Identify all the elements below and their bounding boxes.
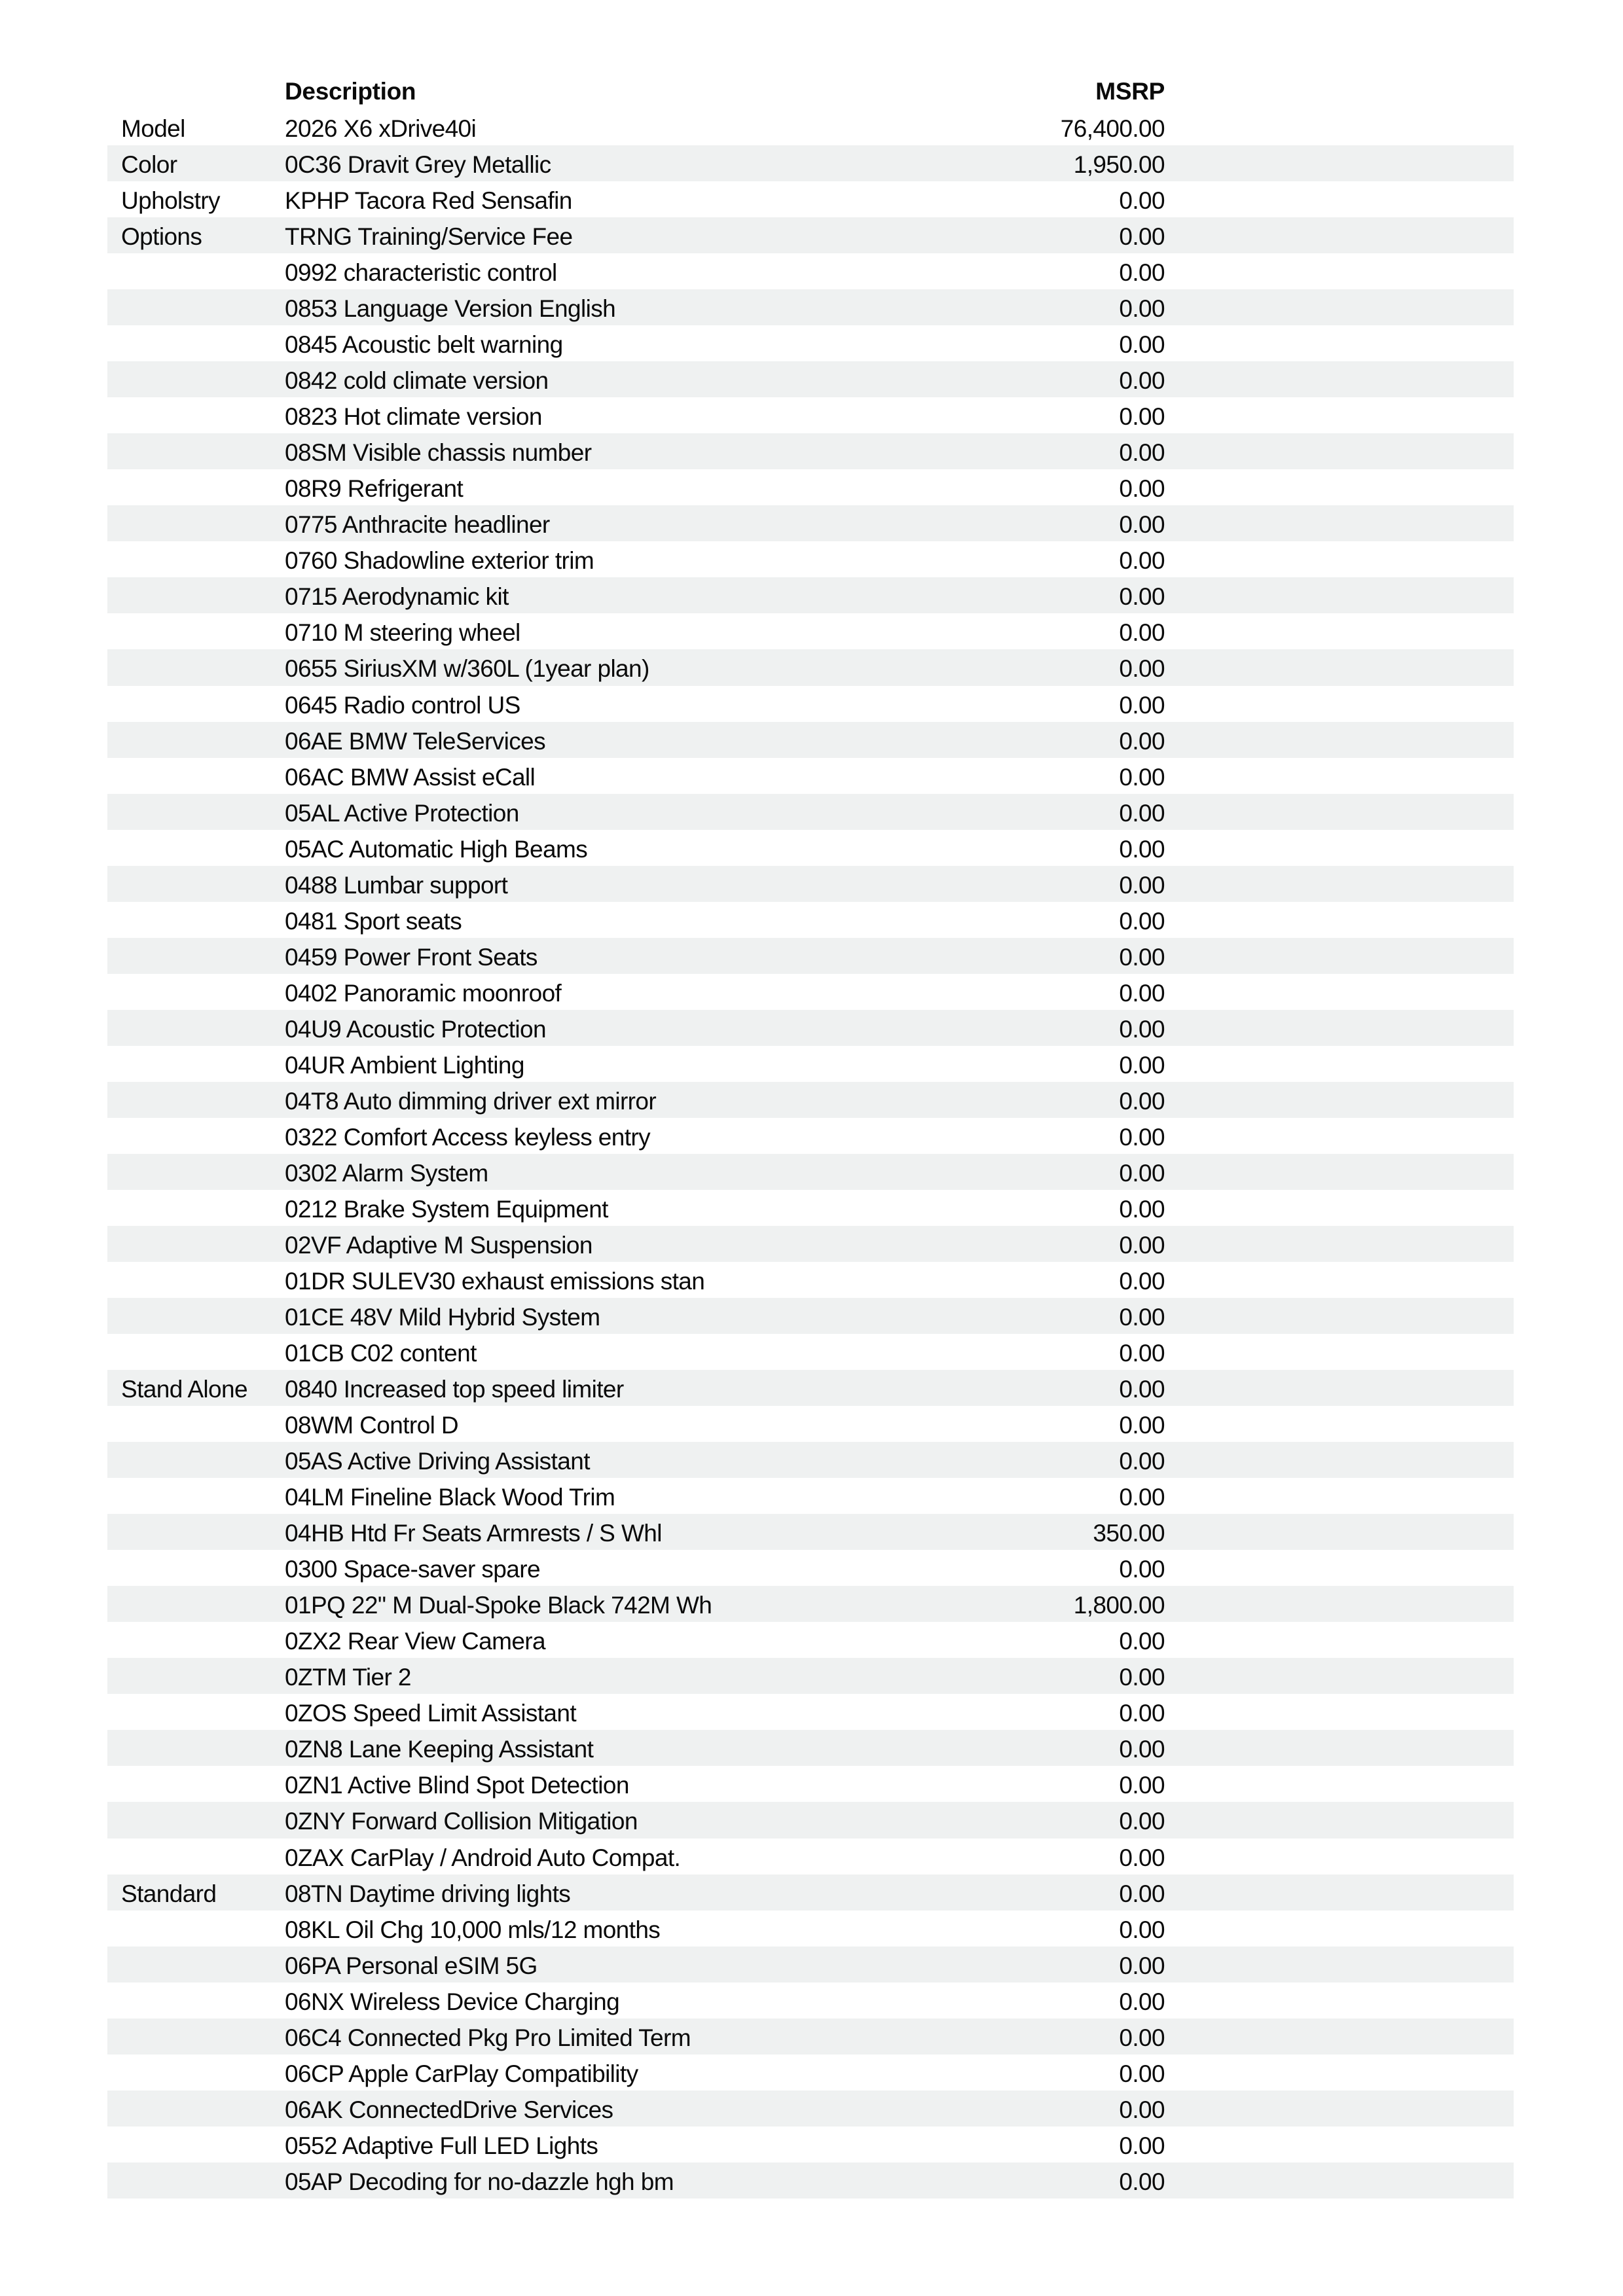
table-row xyxy=(107,1839,1514,1874)
row-description: 0ZNY Forward Collision Mitigation xyxy=(285,1808,638,1835)
row-description: 0552 Adaptive Full LED Lights xyxy=(285,2132,598,2159)
table-row xyxy=(107,649,1514,685)
row-msrp: 0.00 xyxy=(1119,655,1165,683)
row-msrp: 0.00 xyxy=(1119,763,1165,791)
row-msrp: 0.00 xyxy=(1119,1952,1165,1979)
row-description: 06CP Apple CarPlay Compatibility xyxy=(285,2060,638,2087)
row-msrp: 0.00 xyxy=(1119,2060,1165,2087)
table-row xyxy=(107,1550,1514,1586)
row-msrp: 0.00 xyxy=(1119,1664,1165,1691)
row-description: 0823 Hot climate version xyxy=(285,403,542,431)
table-row xyxy=(107,1118,1514,1154)
row-description: 0402 Panoramic moonroof xyxy=(285,979,562,1007)
table-row xyxy=(107,1946,1514,1982)
row-msrp: 0.00 xyxy=(1119,1808,1165,1835)
row-description: 04HB Htd Fr Seats Armrests / S Whl xyxy=(285,1520,662,1547)
row-msrp: 0.00 xyxy=(1119,1844,1165,1871)
row-description: 01DR SULEV30 exhaust emissions stan xyxy=(285,1268,705,1295)
table-row xyxy=(107,1154,1514,1190)
row-description: 0715 Aerodynamic kit xyxy=(285,583,509,611)
row-msrp: 0.00 xyxy=(1119,2024,1165,2051)
row-description: 0C36 Dravit Grey Metallic xyxy=(285,151,551,179)
row-description: 0481 Sport seats xyxy=(285,907,462,935)
row-category: Stand Alone xyxy=(121,1376,247,1403)
row-description: 06AK ConnectedDrive Services xyxy=(285,2096,613,2123)
row-msrp: 0.00 xyxy=(1119,1448,1165,1475)
row-description: 01PQ 22" M Dual-Spoke Black 742M Wh xyxy=(285,1592,712,1619)
row-category: Color xyxy=(121,151,177,179)
table-row xyxy=(107,145,1514,181)
row-description: 04LM Fineline Black Wood Trim xyxy=(285,1484,615,1511)
table-row xyxy=(107,722,1514,758)
row-msrp: 0.00 xyxy=(1119,439,1165,467)
row-description: 08R9 Refrigerant xyxy=(285,475,464,503)
row-description: 0ZTM Tier 2 xyxy=(285,1664,411,1691)
table-row xyxy=(107,2162,1514,2198)
msrp-column-header: MSRP xyxy=(1095,78,1165,105)
row-msrp: 0.00 xyxy=(1119,1376,1165,1403)
table-row xyxy=(107,325,1514,361)
row-description: 0322 Comfort Access keyless entry xyxy=(285,1123,651,1151)
row-description: 08WM Control D xyxy=(285,1412,459,1439)
table-row xyxy=(107,1370,1514,1406)
row-msrp: 0.00 xyxy=(1119,475,1165,503)
row-category: Standard xyxy=(121,1880,217,1907)
row-msrp: 0.00 xyxy=(1119,1736,1165,1763)
row-description: 01CB C02 content xyxy=(285,1340,477,1367)
table-row xyxy=(107,1766,1514,1802)
table-row xyxy=(107,902,1514,938)
table-row xyxy=(107,1586,1514,1622)
table-row xyxy=(107,2018,1514,2054)
table-row xyxy=(107,1334,1514,1370)
table-row xyxy=(107,613,1514,649)
row-description: 0ZAX CarPlay / Android Auto Compat. xyxy=(285,1844,681,1871)
row-msrp: 0.00 xyxy=(1119,619,1165,647)
table-row xyxy=(107,397,1514,433)
row-msrp: 0.00 xyxy=(1119,1700,1165,1727)
table-row xyxy=(107,1514,1514,1550)
row-msrp: 0.00 xyxy=(1119,259,1165,287)
table-row xyxy=(107,1046,1514,1082)
row-msrp: 0.00 xyxy=(1119,907,1165,935)
description-column-header: Description xyxy=(285,78,416,105)
row-msrp: 0.00 xyxy=(1119,295,1165,323)
row-description: 0992 characteristic control xyxy=(285,259,557,287)
table-row xyxy=(107,2054,1514,2090)
row-description: 2026 X6 xDrive40i xyxy=(285,115,477,142)
row-msrp: 76,400.00 xyxy=(1060,115,1165,142)
row-msrp: 0.00 xyxy=(1119,799,1165,827)
row-msrp: 0.00 xyxy=(1119,2132,1165,2159)
row-description: 0300 Space-saver spare xyxy=(285,1556,540,1583)
row-msrp: 1,950.00 xyxy=(1073,151,1165,179)
row-category: Options xyxy=(121,223,202,251)
row-description: 0840 Increased top speed limiter xyxy=(285,1376,624,1403)
table-row xyxy=(107,1298,1514,1334)
row-description: 04U9 Acoustic Protection xyxy=(285,1015,546,1043)
row-msrp: 0.00 xyxy=(1119,223,1165,251)
row-msrp: 0.00 xyxy=(1119,1772,1165,1799)
table-row xyxy=(107,1874,1514,1910)
table-row xyxy=(107,505,1514,541)
row-description: 06PA Personal eSIM 5G xyxy=(285,1952,538,1979)
row-msrp: 0.00 xyxy=(1119,1123,1165,1151)
row-description: 0853 Language Version English xyxy=(285,295,616,323)
row-description: 02VF Adaptive M Suspension xyxy=(285,1231,593,1259)
table-row xyxy=(107,1478,1514,1514)
table-row xyxy=(107,469,1514,505)
table-row xyxy=(107,2126,1514,2162)
table-row xyxy=(107,1658,1514,1694)
table-row xyxy=(107,1262,1514,1298)
table-row xyxy=(107,830,1514,866)
row-description: 0655 SiriusXM w/360L (1year plan) xyxy=(285,655,649,683)
table-row xyxy=(107,686,1514,722)
row-description: 08SM Visible chassis number xyxy=(285,439,592,467)
table-row xyxy=(107,433,1514,469)
row-msrp: 0.00 xyxy=(1119,1880,1165,1907)
row-description: 0760 Shadowline exterior trim xyxy=(285,547,594,575)
row-msrp: 0.00 xyxy=(1119,1484,1165,1511)
table-row xyxy=(107,109,1514,145)
table-row xyxy=(107,866,1514,902)
row-msrp: 0.00 xyxy=(1119,1304,1165,1331)
row-msrp: 0.00 xyxy=(1119,1916,1165,1943)
table-row xyxy=(107,217,1514,253)
row-description: 05AS Active Driving Assistant xyxy=(285,1448,590,1475)
row-description: 0775 Anthracite headliner xyxy=(285,511,550,539)
row-msrp: 0.00 xyxy=(1119,1340,1165,1367)
row-msrp: 0.00 xyxy=(1119,331,1165,359)
row-msrp: 0.00 xyxy=(1119,187,1165,215)
table-row xyxy=(107,758,1514,794)
row-msrp: 0.00 xyxy=(1119,943,1165,971)
table-row xyxy=(107,1730,1514,1766)
row-description: 04UR Ambient Lighting xyxy=(285,1051,524,1079)
row-msrp: 0.00 xyxy=(1119,979,1165,1007)
row-msrp: 0.00 xyxy=(1119,1195,1165,1223)
row-description: 06C4 Connected Pkg Pro Limited Term xyxy=(285,2024,691,2051)
row-description: 0ZX2 Rear View Camera xyxy=(285,1628,545,1655)
row-description: 06AC BMW Assist eCall xyxy=(285,763,536,791)
table-row xyxy=(107,1802,1514,1838)
row-description: 01CE 48V Mild Hybrid System xyxy=(285,1304,600,1331)
table-row xyxy=(107,361,1514,397)
row-msrp: 0.00 xyxy=(1119,1268,1165,1295)
row-description: 0845 Acoustic belt warning xyxy=(285,331,563,359)
row-msrp: 0.00 xyxy=(1119,1159,1165,1187)
table-row xyxy=(107,1442,1514,1478)
table-row xyxy=(107,794,1514,830)
row-msrp: 1,800.00 xyxy=(1073,1592,1165,1619)
table-row xyxy=(107,289,1514,325)
row-msrp: 0.00 xyxy=(1119,1556,1165,1583)
row-msrp: 0.00 xyxy=(1119,547,1165,575)
row-description: KPHP Tacora Red Sensafin xyxy=(285,187,572,215)
table-row xyxy=(107,938,1514,974)
row-msrp: 0.00 xyxy=(1119,1988,1165,2015)
row-description: 0488 Lumbar support xyxy=(285,871,508,899)
row-msrp: 0.00 xyxy=(1119,583,1165,611)
row-description: 0710 M steering wheel xyxy=(285,619,520,647)
row-description: 0459 Power Front Seats xyxy=(285,943,538,971)
row-msrp: 0.00 xyxy=(1119,403,1165,431)
row-msrp: 350.00 xyxy=(1093,1520,1165,1547)
table-row xyxy=(107,577,1514,613)
table-row xyxy=(107,1226,1514,1262)
row-msrp: 0.00 xyxy=(1119,1231,1165,1259)
row-msrp: 0.00 xyxy=(1119,1015,1165,1043)
table-row xyxy=(107,1694,1514,1730)
table-row xyxy=(107,1406,1514,1442)
row-msrp: 0.00 xyxy=(1119,367,1165,395)
row-description: 06AE BMW TeleServices xyxy=(285,727,545,755)
row-description: 0302 Alarm System xyxy=(285,1159,488,1187)
table-row xyxy=(107,253,1514,289)
row-msrp: 0.00 xyxy=(1119,511,1165,539)
row-msrp: 0.00 xyxy=(1119,871,1165,899)
row-msrp: 0.00 xyxy=(1119,691,1165,719)
row-msrp: 0.00 xyxy=(1119,727,1165,755)
row-msrp: 0.00 xyxy=(1119,1087,1165,1115)
table-row xyxy=(107,1910,1514,1946)
row-description: 0212 Brake System Equipment xyxy=(285,1195,608,1223)
row-description: 0645 Radio control US xyxy=(285,691,520,719)
row-msrp: 0.00 xyxy=(1119,1412,1165,1439)
table-row xyxy=(107,1982,1514,2018)
row-description: 05AC Automatic High Beams xyxy=(285,835,588,863)
row-description: 0842 cold climate version xyxy=(285,367,549,395)
row-msrp: 0.00 xyxy=(1119,1051,1165,1079)
row-description: 05AL Active Protection xyxy=(285,799,519,827)
row-description: 08TN Daytime driving lights xyxy=(285,1880,571,1907)
row-description: TRNG Training/Service Fee xyxy=(285,223,573,251)
row-description: 0ZOS Speed Limit Assistant xyxy=(285,1700,577,1727)
row-description: 08KL Oil Chg 10,000 mls/12 months xyxy=(285,1916,661,1943)
table-row xyxy=(107,2090,1514,2126)
row-msrp: 0.00 xyxy=(1119,2096,1165,2123)
row-msrp: 0.00 xyxy=(1119,2168,1165,2195)
row-category: Upholstry xyxy=(121,187,220,215)
row-msrp: 0.00 xyxy=(1119,1628,1165,1655)
row-category: Model xyxy=(121,115,185,142)
table-row xyxy=(107,1190,1514,1226)
table-row xyxy=(107,181,1514,217)
row-description: 06NX Wireless Device Charging xyxy=(285,1988,620,2015)
row-description: 04T8 Auto dimming driver ext mirror xyxy=(285,1087,657,1115)
row-description: 0ZN1 Active Blind Spot Detection xyxy=(285,1772,629,1799)
table-row xyxy=(107,1622,1514,1658)
row-description: 0ZN8 Lane Keeping Assistant xyxy=(285,1736,594,1763)
row-msrp: 0.00 xyxy=(1119,835,1165,863)
price-table-body xyxy=(107,109,1514,2198)
table-row xyxy=(107,1082,1514,1118)
table-row xyxy=(107,974,1514,1010)
row-description: 05AP Decoding for no-dazzle hgh bm xyxy=(285,2168,674,2195)
table-header xyxy=(107,73,1514,109)
table-row xyxy=(107,1010,1514,1046)
table-row xyxy=(107,541,1514,577)
